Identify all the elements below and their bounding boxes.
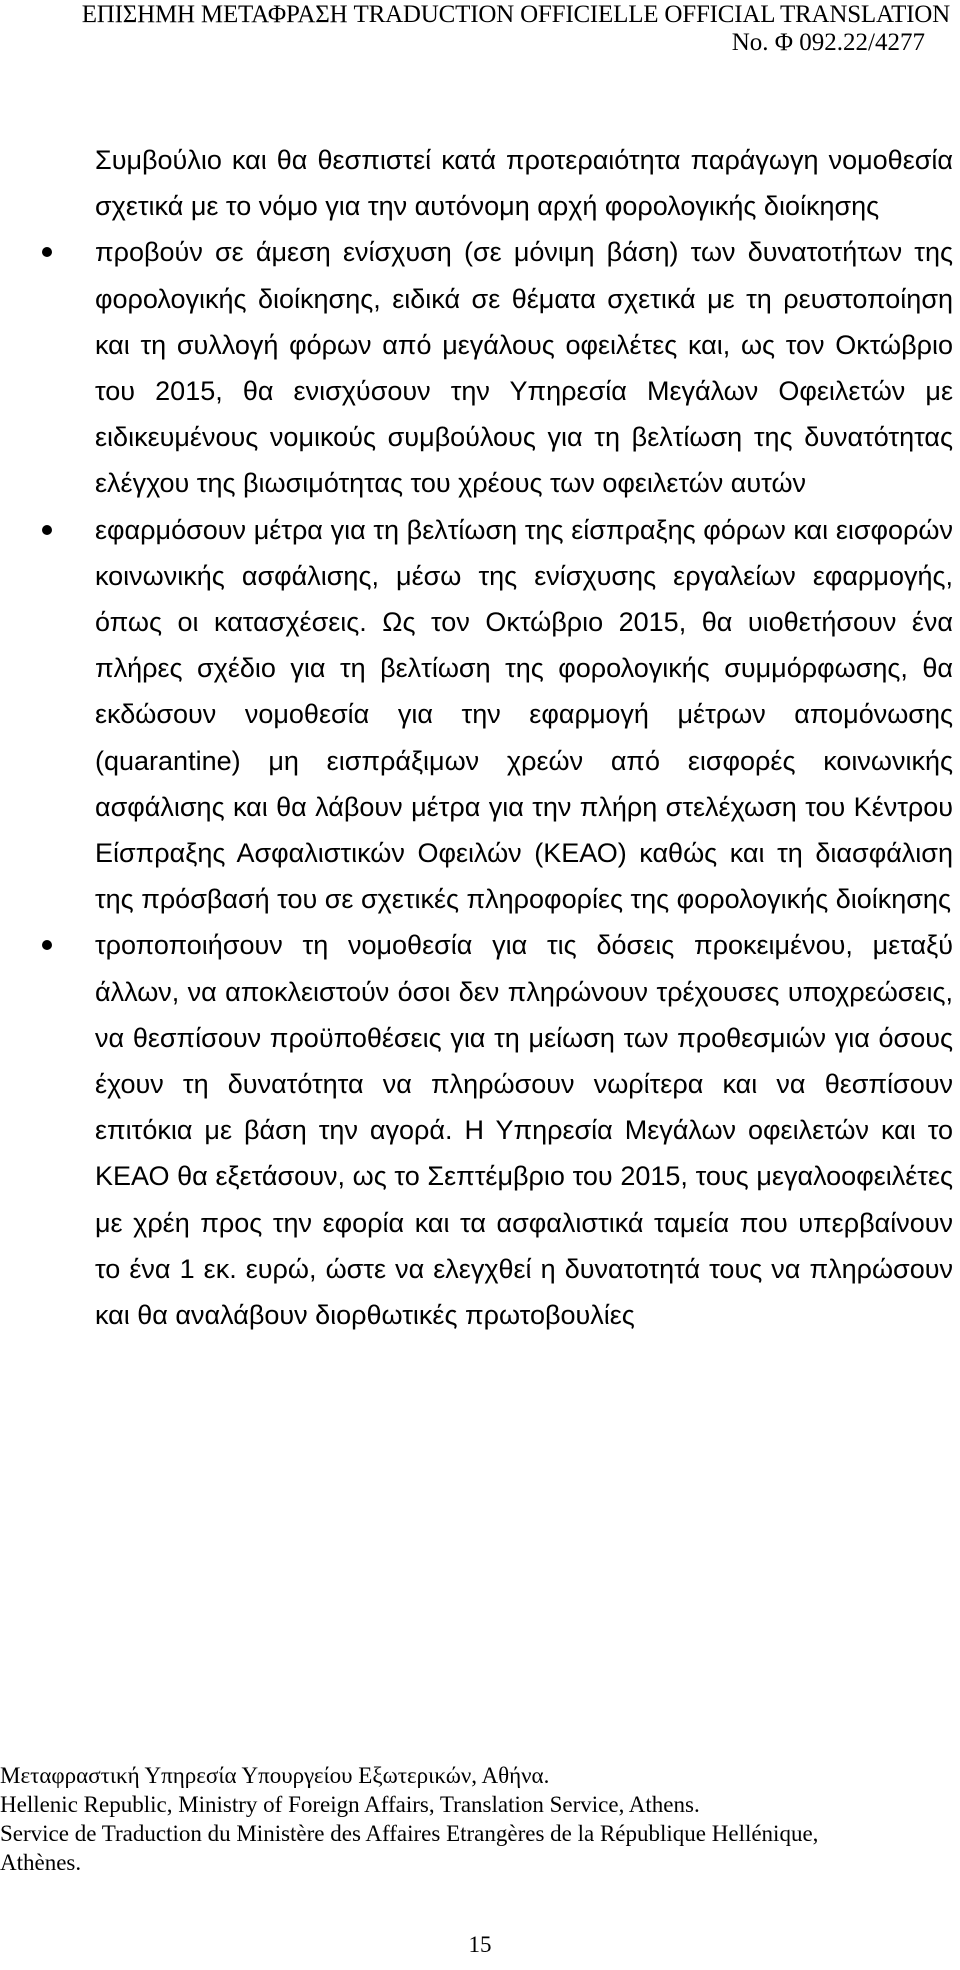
translation-service-footer — [0, 1761, 950, 1877]
footer-line-english: Hellenic Republic, Ministry of Foreign Affairs, Translation Service, Athens. — [0, 1792, 700, 1817]
bullet-dot-icon — [42, 940, 52, 950]
bullet-dot-icon — [42, 525, 52, 535]
footer-line-french: Service de Traduction du Ministère des Affaires Etrangères de la République Hellénique, — [0, 1821, 819, 1846]
intro-paragraph: Συμβούλιο και θα θεσπιστεί κατά προτεραιότητα παράγωγη νομοθεσία σχετικά με το νόμο για την αυτόνομη αρχή φορολογικής διοίκησης — [95, 145, 953, 222]
footer-line-greek: Μεταφραστική Υπηρεσία Υπουργείου Εξωτερικών, Αθήνα. — [0, 1763, 550, 1788]
bullet-list — [95, 229, 953, 1338]
list-item — [95, 507, 953, 923]
bullet-dot-icon — [42, 247, 52, 257]
official-translation-banner: ΕΠΙΣΗΜΗ ΜΕΤΑΦΡΑΣΗ TRADUCTION OFFICIELLE OFFICIAL TRANSLATION — [81, 1, 950, 28]
footer-line-french-city: Athènes. — [0, 1850, 82, 1875]
list-item-text: τροποποιήσουν τη νομοθεσία για τις δόσεις προκειμένου, μεταξύ άλλων, να αποκλειστούν όσοι δεν πληρώνουν τρέχουσες υποχρεώσεις, να θεσπίσουν προϋποθέσεις για τη μείωση των προθεσμιών για όσους έχουν τη δυνατότητα να πληρώσουν νωρίτερα και να θεσπίσουν επιτόκια με βάση την αγορά. Η Υπηρεσία Μεγάλων οφειλετών και το ΚΕΑΟ θα εξετάσουν, ως το Σεπτέμβριο του 2015, τους μεγαλοοφειλέτες με χρέη προς την εφορία και τα ασφαλιστικά ταμεία που υπερβαίνουν το ένα 1 εκ. ευρώ, ώστε να ελεγχθεί η δυνατοτητά τους να πληρώσουν και θα αναλάβουν διορθωτικές πρωτοβουλίες — [95, 930, 953, 1331]
list-item-text: εφαρμόσουν μέτρα για τη βελτίωση της είσπραξης φόρων και εισφορών κοινωνικής ασφάλισης, μέσω της ενίσχυσης εργαλείων εφαρμογής, όπως οι κατασχέσεις. Ως τον Οκτώβριο 2015, θα υιοθετήσουν ένα πλήρες σχέδιο για τη βελτίωση της φορολογικής συμμόρφωσης, θα εκδώσουν νομοθεσία για την εφαρμογή μέτρων απομόνωσης (quarantine) μη εισπράξιμων χρεών από εισφορές κοινωνικής ασφάλισης και θα λάβουν μέτρα για την πλήρη στελέχωση του Κέντρου Είσπραξης Ασφαλιστικών Οφειλών (ΚΕΑΟ) καθώς και τη διασφάλιση της πρόσβασή του σε σχετικές πληροφορίες της φορολογικής διοίκησης — [95, 514, 953, 915]
page-number: 15 — [468, 1932, 492, 1957]
document-body — [95, 137, 953, 1338]
list-item — [95, 229, 953, 506]
list-item — [95, 922, 953, 1338]
document-reference-number: No. Φ 092.22/4277 — [731, 29, 925, 56]
list-item-text: προβούν σε άμεση ενίσχυση (σε μόνιμη βάση) των δυνατοτήτων της φορολογικής διοίκησης, ειδικά σε θέματα σχετικά με τη ρευστοποίηση και τη συλλογή φόρων από μεγάλους οφειλέτες και, ως τον Οκτώβριο του 2015, θα ενισχύσουν την Υπηρεσία Μεγάλων Οφειλετών με ειδικευμένους νομικούς συμβούλους για τη βελτίωση της δυνατότητας ελέγχου της βιωσιμότητας του χρέους των οφειλετών αυτών — [95, 237, 953, 499]
